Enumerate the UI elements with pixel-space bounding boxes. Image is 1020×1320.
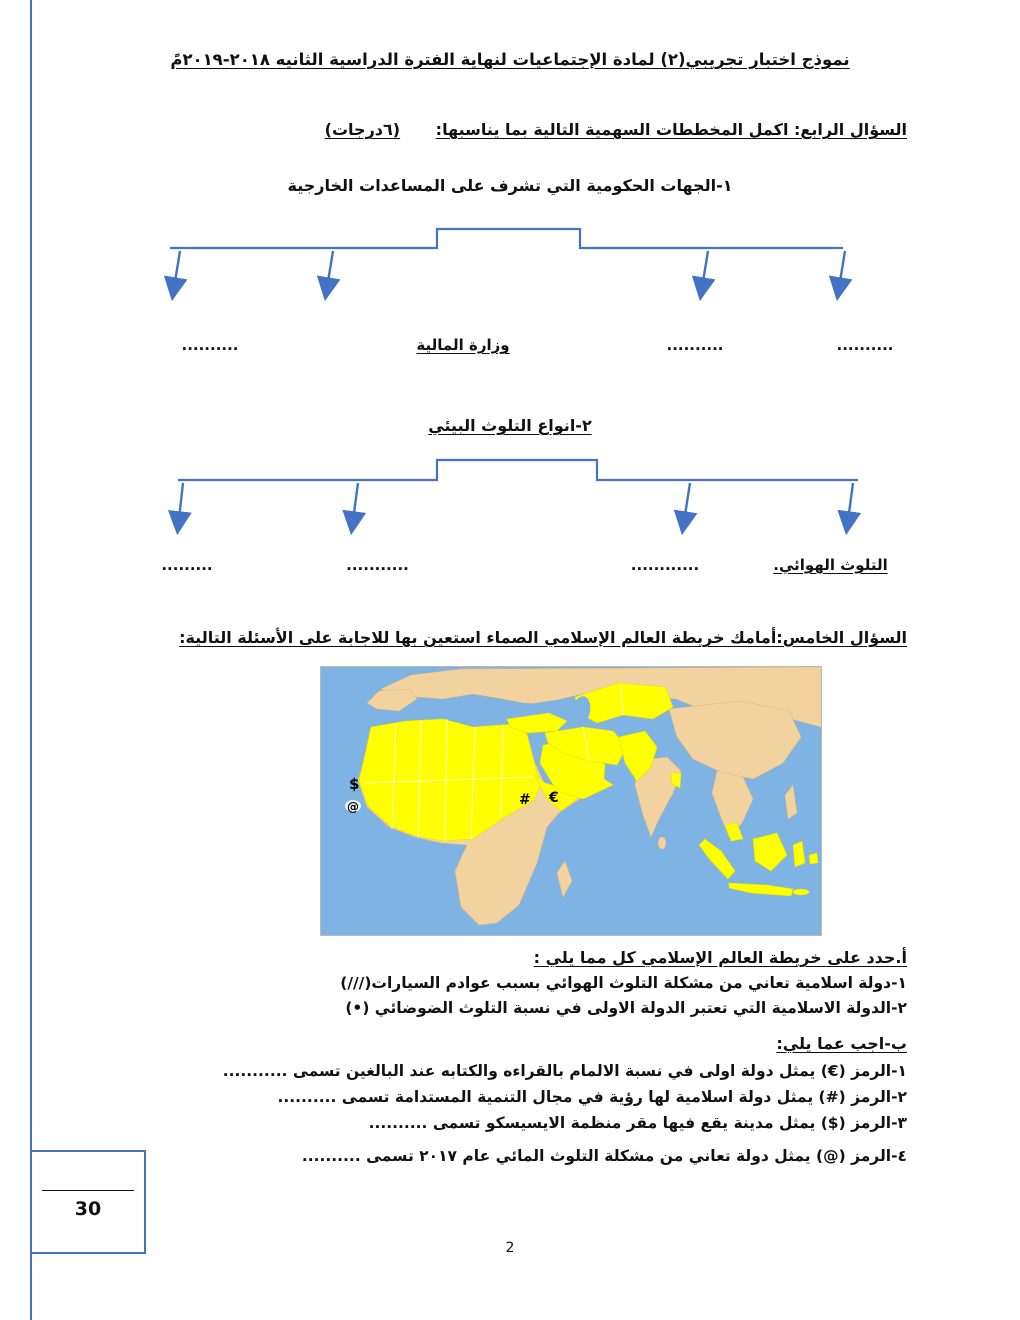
map-symbol-euro: € xyxy=(549,790,559,806)
part-b-item-3: ٣-الرمز ($) يمثل مدينة يقع فيها مقر منظمة الايسيسكو تسمى .......... xyxy=(368,1114,907,1132)
down-arrow-icon xyxy=(352,483,358,528)
page-border-line xyxy=(30,0,32,1320)
flowchart-bracket xyxy=(170,229,843,248)
map-symbol-dollar: $ xyxy=(349,775,360,793)
down-arrow-icon xyxy=(847,483,853,528)
diagram1-blank-3: .......... xyxy=(836,336,894,354)
black-sea xyxy=(510,703,540,715)
question4-points: (٦درجات) xyxy=(324,120,401,139)
part-b-title: ب-اجب عما يلي: xyxy=(776,1034,907,1053)
map-image xyxy=(321,667,821,935)
map-symbol-hash: # xyxy=(519,792,531,808)
diagram1-blank-1: .......... xyxy=(181,336,239,354)
part-a-title: أ.حدد على خريطة العالم الإسلامي كل مما يلي : xyxy=(533,948,907,967)
question5-title: السؤال الخامس:أمامك خريطة العالم الإسلامي الصماء استعين بها للاجابة على الأسئلة التالية: xyxy=(179,628,907,647)
diagram2-title xyxy=(0,416,1020,435)
question4-title: السؤال الرابع: اكمل المخططات السهمية التالية بما يناسبها: xyxy=(435,120,907,139)
down-arrow-icon xyxy=(173,251,180,294)
down-arrow-icon xyxy=(701,251,708,294)
diagram2-blank-1: ......... xyxy=(161,556,213,574)
document-header xyxy=(60,50,960,69)
part-b-item-1: ١-الرمز (€) يمثل دولة اولى في نسبة الالمام بالقراءه والكتابه عند البالغين تسمى ........... xyxy=(222,1062,907,1080)
islamic-world-map xyxy=(320,666,822,936)
diagram1-flowchart xyxy=(150,224,870,309)
diagram2-blank-2: ........... xyxy=(346,556,409,574)
question5-heading xyxy=(80,628,907,647)
down-arrow-icon xyxy=(838,251,845,294)
diagram1-title: ١-الجهات الحكومية التي تشرف على المساعدات الخارجية xyxy=(287,176,733,195)
diagram1-blank-2: .......... xyxy=(666,336,724,354)
down-arrow-icon xyxy=(178,483,183,528)
part-a-item-2: ٢-الدولة الاسلامية التي تعتبر الدولة الاولى في نسبة التلوث الضوضائي (•) xyxy=(345,999,907,1017)
diagram2-title-text: ٢-انواع التلوث البيئي xyxy=(428,416,592,435)
part-a-heading xyxy=(80,948,907,967)
score-box xyxy=(30,1150,146,1254)
part-b-item-2: ٢-الرمز (#) يمثل دولة اسلامية لها رؤية في مجال التنمية المستدامة تسمى .......... xyxy=(277,1088,907,1106)
down-arrow-icon xyxy=(683,483,690,528)
question4-heading xyxy=(80,120,907,139)
diagram1-answer-ministry-of-finance: وزارة المالية xyxy=(416,336,510,354)
part-b-item-4: ٤-الرمز (@) يمثل دولة تعاني من مشكلة التلوث المائي عام ٢٠١٧ تسمى .......... xyxy=(301,1147,907,1165)
flowchart-bracket xyxy=(178,460,858,480)
document-title: نموذج اختبار تجريبي(٢) لمادة الإجتماعيات لنهاية الفترة الدراسية الثانيه ٢٠١٨-٢٠١٩مً xyxy=(170,50,850,69)
part-a-item-1: ١-دولة اسلامية تعاني من مشكلة التلوث الهوائي بسبب عوادم السيارات(///) xyxy=(340,974,907,992)
page-number: 2 xyxy=(505,1240,515,1256)
score-total: 30 xyxy=(74,1198,102,1220)
diagram2-blank-3: ............ xyxy=(630,556,700,574)
diagram2-flowchart xyxy=(155,456,875,544)
diagram2-answer-air-pollution: التلوث الهوائي. xyxy=(773,556,888,574)
part-b-heading xyxy=(80,1034,907,1053)
map-symbol-at: @ xyxy=(347,800,359,814)
score-line xyxy=(42,1190,134,1191)
down-arrow-icon xyxy=(326,251,333,294)
